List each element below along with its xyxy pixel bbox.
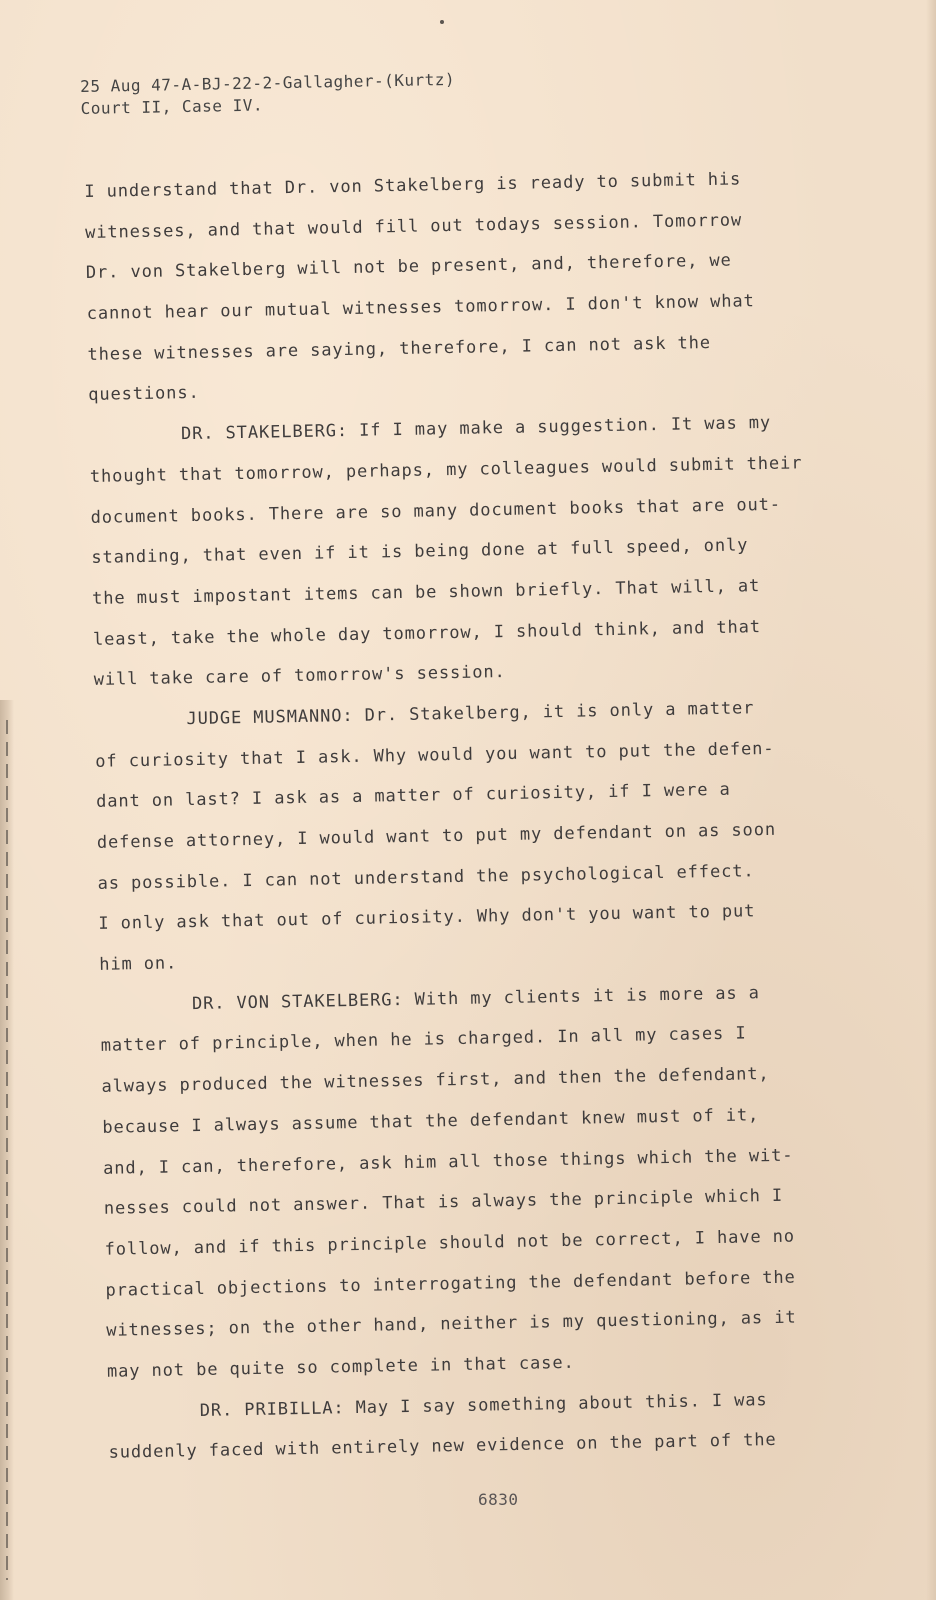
header-reference: 25 Aug 47-A-BJ-22-2-Gallagher-(Kurtz) [80,69,456,96]
transcript-line: least, take the whole day tomorrow, I should think, and that [92,616,762,650]
ink-speck [440,20,444,24]
transcript-line: nesses could not answer. That is always the principle which I [103,1185,784,1219]
transcript-line: witnesses, and that would fill out todays session. Tomorrow [84,210,743,243]
transcript-line: I only ask that out of curiosity. Why don't you want to put [98,901,756,935]
transcript-line: as possible. I can not understand the psychological effect. [97,860,755,894]
transcript-line: will take care of tomorrow's session. [93,662,506,691]
transcript-line: dant on last? I ask as a matter of curiosity, if I were a [95,780,731,813]
document-header [80,69,456,120]
transcript-line: witnesses; on the other hand, neither is my questioning, as it [106,1307,797,1342]
transcript-line: may not be quite so complete in that case. [106,1352,575,1382]
transcript-line: cannot hear our mutual witnesses tomorrow. I don't know what [86,291,755,325]
transcript-line: practical objections to interrogating the defendant before the [105,1267,796,1301]
transcript-body [84,157,889,1474]
speaker-line: DR. STAKELBERG: If I may make a suggestion. It was my [180,412,772,445]
transcript-line: thought that tomorrow, perhaps, my colleagues would submit their [89,453,803,487]
transcript-line: and, I can, therefore, ask him all those things which the wit- [102,1145,794,1179]
page-number: 6830 [478,1490,519,1509]
transcript-line: questions. [88,383,200,406]
speaker-line: DR. PRIBILLA: May I say something about this. I was [199,1389,768,1421]
transcript-line: the must impostant items can be shown briefly. That will, at [92,575,761,609]
transcript-line: of curiosity that I ask. Why would you want to put the defen- [95,738,775,772]
speaker-line: DR. VON STAKELBERG: With my clients it is more as a [191,982,760,1014]
transcript-line: document books. There are so many document books that are out- [90,494,782,528]
speaker-line: JUDGE MUSMANNO: Dr. Stakelberg, it is only a matter [186,698,755,730]
header-court: Court II, Case IV. [80,95,264,118]
page-right-edge [926,0,936,1600]
transcript-line: these witnesses are saying, therefore, I can not ask the [87,332,712,365]
transcript-line: always produced the witnesses first, and then the defendant, [101,1064,770,1097]
transcript-line: defense attorney, I would want to put my defendant on as soon [96,819,777,853]
transcript-line: standing, that even if it is being done at full speed, only [91,535,749,569]
transcript-line: follow, and if this principle should not be correct, I have no [104,1226,796,1260]
transcript-line: him on. [99,953,178,975]
torn-edge-shadow [6,720,8,1580]
transcript-line: matter of principle, when he is charged. In all my cases I [100,1023,747,1057]
transcript-line: suddenly faced with entirely new evidence on the part of the [108,1430,777,1464]
transcript-line: Dr. von Stakelberg will not be present, and, therefore, we [85,250,732,284]
transcript-line: because I always assume that the defendant knew must of it, [102,1105,760,1138]
transcript-line: I understand that Dr. von Stakelberg is ready to submit his [84,169,742,202]
